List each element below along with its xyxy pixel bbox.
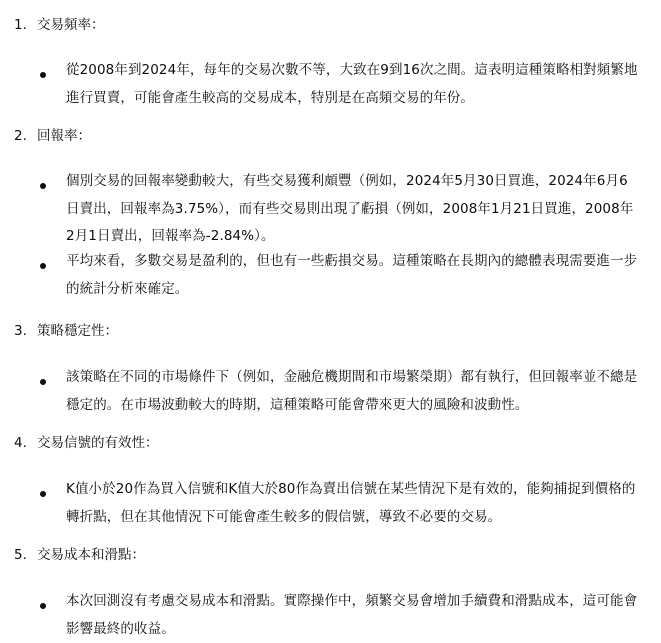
bullet-icon [40, 263, 46, 269]
section-title: 交易頻率： [37, 17, 105, 33]
section-heading [14, 125, 91, 147]
bullet-icon [40, 72, 46, 78]
bullet-icon [40, 183, 46, 189]
section-title: 交易成本和滑點： [37, 547, 145, 563]
section-title: 交易信號的有效性： [37, 435, 159, 451]
section-title: 回報率： [37, 128, 91, 144]
bullet-text: 個別交易的回報率變動較大，有些交易獲利頗豐（例如，2024年5月30日買進，2024年6月6日賣出，回報率為3.75%），而有些交易則出現了虧損（例如，2008年1月21日買進，2008年2月1日賣出，回報率為-2.84%）。 [66, 173, 634, 244]
list-number: 3. [14, 323, 27, 339]
list-number: 2. [14, 128, 27, 144]
bullet-text: K值小於20作為買入信號和K值大於80作為賣出信號在某些情況下是有效的，能夠捕捉到價格的轉折點，但在其他情況下可能會產生較多的假信號，導致不必要的交易。 [66, 481, 636, 525]
list-number: 5. [14, 547, 27, 563]
bullet-icon [40, 379, 46, 385]
section-heading [14, 544, 145, 566]
list-number: 1. [14, 17, 27, 33]
bullet-text: 該策略在不同的市場條件下（例如，金融危機期間和市場繁榮期）都有執行，但回報率並不總是穩定的。在市場波動較大的時期，這種策略可能會帶來更大的風險和波動性。 [66, 369, 638, 413]
section-heading [14, 432, 159, 454]
bullet-text: 平均來看，多數交易是盈利的，但也有一些虧損交易。這種策略在長期內的總體表現需要進一步的統計分析來確定。 [66, 253, 638, 297]
section-heading [14, 320, 118, 342]
section-heading [14, 14, 105, 36]
bullet-icon [40, 603, 46, 609]
bullet-icon [40, 491, 46, 497]
section-title: 策略穩定性： [37, 323, 118, 339]
list-number: 4. [14, 435, 27, 451]
bullet-text: 本次回測沒有考慮交易成本和滑點。實際操作中，頻繁交易會增加手續費和滑點成本，這可能會影響最終的收益。 [66, 593, 638, 637]
bullet-text: 從2008年到2024年，每年的交易次數不等，大致在9到16次之間。這表明這種策略相對頻繁地進行買賣，可能會產生較高的交易成本，特別是在高頻交易的年份。 [66, 62, 638, 106]
